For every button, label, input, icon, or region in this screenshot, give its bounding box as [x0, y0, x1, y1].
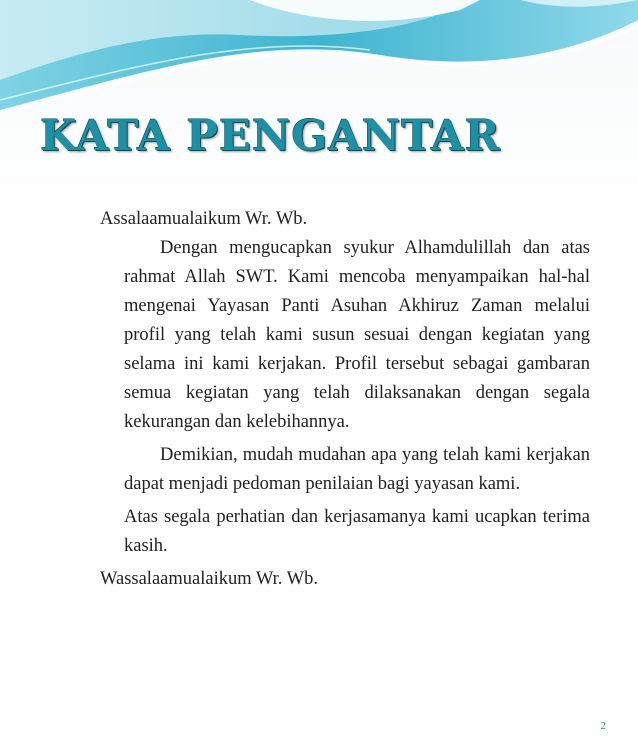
slide-title: KATA PENGANTAR: [40, 111, 501, 160]
paragraph-intro: Dengan mengucapkan syukur Alhamdulillah dan atas rahmat Allah SWT. Kami mencoba menyampaikan hal-hal mengenai Yayasan Panti Asuhan Akhiruz Zaman melalui profil yang telah kami susun sesuai dengan kegiatan yang selama ini kami kerjakan. Profil tersebut sebagai gambaran semua kegiatan yang telah dilaksanakan dengan segala kekurangan dan kelebihannya.: [124, 238, 590, 432]
paragraph-thanks: Atas segala perhatian dan kerjasamanya kami ucapkan terima kasih.: [124, 507, 590, 556]
decorative-wave-header: [0, 0, 638, 120]
body-paragraphs: [124, 234, 590, 561]
closing: Wassalaamualaikum Wr. Wb.: [100, 569, 318, 589]
page-number: 2: [600, 720, 606, 732]
greeting: Assalaamualaikum Wr. Wb.: [100, 209, 308, 229]
paragraph-hope: Demikian, mudah mudahan apa yang telah kami kerjakan dapat menjadi pedoman penilaian bagi yayasan kami.: [124, 445, 590, 494]
slide-body: [100, 205, 590, 594]
